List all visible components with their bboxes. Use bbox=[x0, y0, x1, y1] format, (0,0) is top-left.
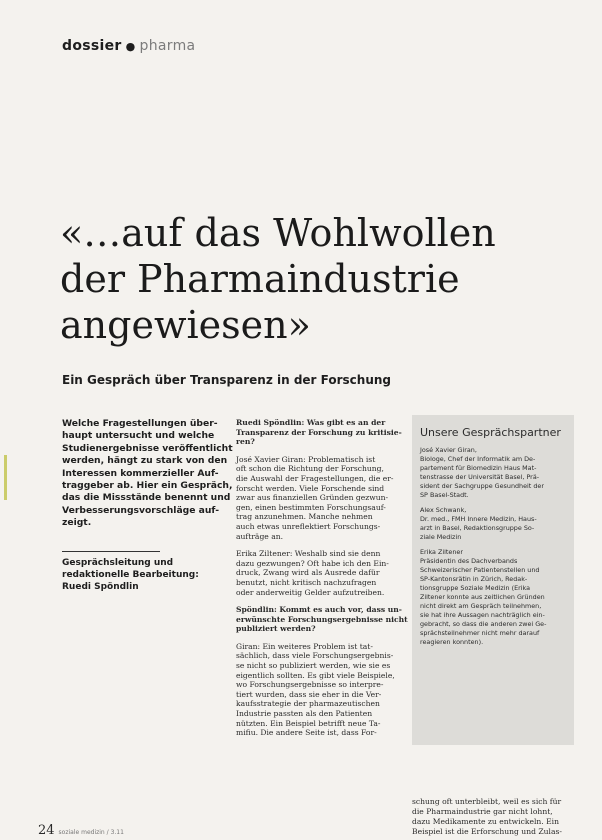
body-line: die Auswahl der Fragestellungen, die er- bbox=[236, 473, 394, 483]
partner-bio-line: nicht direkt am Gespräch teilnehmen, bbox=[420, 602, 542, 610]
body-line: Giran: Ein weiteres Problem ist tat- bbox=[236, 641, 373, 651]
body-line: wo Forschungsergebnisse so interpre- bbox=[236, 680, 384, 690]
interview-body-column bbox=[236, 418, 408, 746]
continued-text-column bbox=[412, 797, 577, 837]
page-footer bbox=[38, 821, 124, 839]
partner-bio-line: reagieren konnten). bbox=[420, 638, 484, 646]
body-line: druck, Zwang wird als Ausrede dafür bbox=[236, 568, 380, 578]
section-label bbox=[62, 38, 195, 54]
partner-entry bbox=[420, 506, 566, 542]
lead-line: zeigt. bbox=[62, 517, 92, 529]
body-line: kaufsstrategie der pharmazeutischen bbox=[236, 699, 380, 709]
body-line: schung oft unterbleibt, weil es sich für bbox=[412, 797, 562, 806]
article-subheadline: Ein Gespräch über Transparenz in der Forschung bbox=[62, 373, 391, 387]
page-number: 24 bbox=[38, 823, 55, 838]
partner-bio-line: SP Basel-Stadt. bbox=[420, 491, 469, 499]
partner-entry bbox=[420, 446, 566, 500]
body-line: ren? bbox=[236, 437, 255, 447]
partner-bio-line: Biologe, Chef der Informatik am De- bbox=[420, 455, 536, 463]
body-line: zwar aus finanziellen Gründen gezwun- bbox=[236, 493, 389, 503]
partner-bio-line: Präsidentin des Dachverbands bbox=[420, 557, 518, 565]
credit-divider bbox=[62, 551, 160, 552]
lead-line: das die Missstände benennt und bbox=[62, 492, 231, 504]
lead-line: haupt untersucht und welche bbox=[62, 430, 215, 442]
credit-line: redaktionelle Bearbeitung: bbox=[62, 570, 199, 580]
interview-answer bbox=[236, 641, 395, 738]
headline-line: angewiesen» bbox=[60, 303, 311, 347]
body-line: erwünschte Forschungsergebnisse nicht bbox=[236, 614, 408, 624]
body-line: aufträge an. bbox=[236, 531, 284, 541]
body-line: Transparenz der Forschung zu kritisie- bbox=[236, 427, 402, 437]
body-line: trag anzunehmen. Manche nehmen bbox=[236, 512, 373, 522]
body-line: Beispiel ist die Erforschung und Zulas- bbox=[412, 827, 562, 836]
partner-bio-line: sprächsteilnehmer nicht mehr darauf bbox=[420, 629, 540, 637]
partner-bio-line: Dr. med., FMH Innere Medizin, Haus- bbox=[420, 515, 537, 523]
body-line: gen, einen bestimmten Forschungsauf- bbox=[236, 502, 386, 512]
body-line: dazu gezwungen? Oft habe ich den Ein- bbox=[236, 558, 389, 568]
interview-question bbox=[236, 605, 408, 634]
body-line: Erika Ziltener: Weshalb sind sie denn bbox=[236, 549, 381, 559]
article-headline bbox=[60, 210, 560, 348]
partner-bio-line: tenstrasse der Universität Basel, Prä- bbox=[420, 473, 540, 481]
partner-bio-line: sie hat ihre Aussagen nachträglich ein- bbox=[420, 611, 545, 619]
body-line: Ruedi Spöndlin: Was gibt es an der bbox=[236, 418, 386, 427]
body-line: auch etwas unreflektiert Forschungs- bbox=[236, 521, 381, 531]
body-line: José Xavier Giran: Problematisch ist bbox=[236, 454, 376, 464]
partner-bio-line: sident der Sachgruppe Gesundheit der bbox=[420, 482, 544, 490]
lead-line: traggeber ab. Hier ein Gespräch, bbox=[62, 480, 233, 492]
credit-line: Gesprächsleitung und bbox=[62, 558, 174, 568]
body-line: sächlich, dass viele Forschungsergebnis- bbox=[236, 651, 394, 661]
body-line: Industrie passten als den Patienten bbox=[236, 709, 373, 719]
partner-bio-line: gebracht, so dass die anderen zwei Ge- bbox=[420, 620, 547, 628]
partner-bio-line: tionsgruppe Soziale Medizin (Erika bbox=[420, 584, 531, 592]
interview-answer bbox=[236, 549, 389, 597]
sidebar-title: Unsere Gesprächspartner bbox=[420, 426, 561, 439]
interview-partners-box bbox=[412, 415, 574, 745]
interview-answer bbox=[236, 454, 394, 541]
credit-line: Ruedi Spöndlin bbox=[62, 582, 139, 592]
lead-line: Verbesserungsvorschläge auf- bbox=[62, 504, 220, 516]
body-line: Spöndlin: Kommt es auch vor, dass un- bbox=[236, 605, 402, 615]
partner-bio-line: Schweizerischer Patientenstellen und bbox=[420, 566, 540, 574]
body-line: mifiu. Die andere Seite ist, dass For- bbox=[236, 728, 377, 738]
partner-name: Erika Ziltener bbox=[420, 548, 463, 556]
section-name: dossier bbox=[62, 38, 122, 54]
partner-entry bbox=[420, 548, 566, 647]
body-line: publiziert werden? bbox=[236, 624, 316, 634]
interview-question bbox=[236, 418, 402, 447]
lead-paragraph bbox=[62, 418, 233, 530]
body-line: oft schon die Richtung der Forschung, bbox=[236, 464, 384, 474]
lead-line: Studienergebnisse veröffentlicht bbox=[62, 442, 233, 454]
headline-line: der Pharmaindustrie bbox=[60, 257, 460, 301]
lead-line: Welche Fragestellungen über- bbox=[62, 418, 218, 429]
bullet-separator: ● bbox=[125, 40, 136, 53]
partner-bio-line: SP-Kantonsrätin in Zürich, Redak- bbox=[420, 575, 528, 583]
publication-source: soziale medizin / 3.11 bbox=[58, 829, 124, 836]
margin-accent-bar bbox=[4, 455, 7, 500]
body-line: nützten. Ein Beispiel betrifft neue Ta- bbox=[236, 718, 381, 728]
partner-bio-line: ziale Medizin bbox=[420, 533, 462, 541]
headline-line: «…auf das Wohlwollen bbox=[60, 211, 496, 255]
body-line: forscht werden. Viele Forschende sind bbox=[236, 483, 385, 493]
body-line: oder anderweitig Gelder aufzutreiben. bbox=[236, 587, 385, 597]
body-line: se nicht so publiziert werden, wie sie es bbox=[236, 661, 391, 671]
partner-bio-line: partement für Biomedizin Haus Mat- bbox=[420, 464, 537, 472]
lead-line: werden, hängt zu stark von den bbox=[62, 455, 228, 467]
subsection-name: pharma bbox=[139, 38, 196, 54]
partner-bio-line: arzt in Basel, Redaktionsgruppe So- bbox=[420, 524, 535, 532]
editorial-credit bbox=[62, 557, 222, 593]
body-line: die Pharmaindustrie gar nicht lohnt, bbox=[412, 807, 553, 816]
body-line: benutzt, nicht kritisch nachzufragen bbox=[236, 577, 377, 587]
body-line: dazu Medikamente zu entwickeln. Ein bbox=[412, 817, 559, 826]
partner-name: Alex Schwank, bbox=[420, 506, 467, 514]
lead-line: Interessen kommerzieller Auf- bbox=[62, 467, 219, 479]
partner-name: José Xavier Giran, bbox=[420, 446, 477, 454]
body-line: eigentlich sollten. Es gibt viele Beispiele, bbox=[236, 670, 395, 680]
partner-bio-line: Ziltener konnte aus zeitlichen Gründen bbox=[420, 593, 545, 601]
body-line: tiert wurden, dass sie eher in die Ver- bbox=[236, 689, 382, 699]
